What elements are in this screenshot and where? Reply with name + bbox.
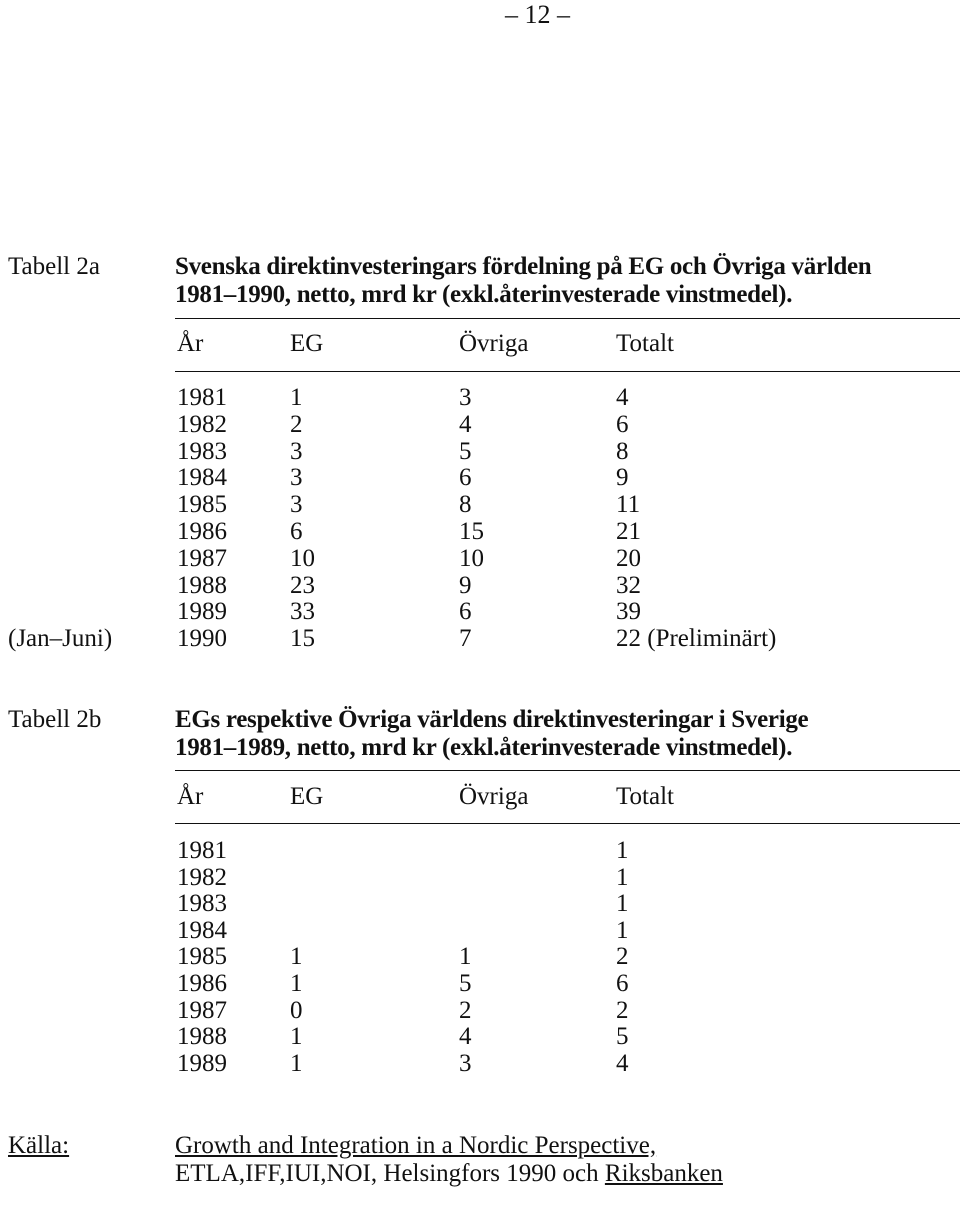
table-2a-cell-year: 1987 (177, 544, 227, 572)
page-number: – 12 – (505, 0, 570, 29)
table-2a-cell-eg: 1 (290, 384, 303, 411)
table-2b-header-eg: EG (290, 783, 324, 810)
table-2a-cell-totalt: 6 (616, 410, 629, 438)
table-2b-cell-year: 1988 (177, 1023, 227, 1051)
table-2b-cell-totalt: 6 (616, 970, 629, 997)
source-line-2-prefix: ETLA,IFF,IUI,NOI, Helsingfors 1990 och (175, 1160, 605, 1187)
table-2a-label: Tabell 2a (8, 253, 100, 280)
table-2a-cell-year: 1983 (177, 437, 227, 465)
table-2a-cell-eg: 10 (290, 544, 315, 572)
table-2b-cell-year: 1989 (177, 1049, 227, 1077)
table-2a-row (0, 519, 960, 545)
table-2b-cell-year: 1984 (177, 916, 227, 944)
table-2a-header-totalt: Totalt (616, 330, 674, 357)
table-2b-cell-totalt: 1 (616, 916, 629, 944)
table-2b-cell-totalt: 2 (616, 943, 629, 971)
table-2a-cell-totalt: 32 (616, 571, 641, 599)
table-2a-cell-year: 1981 (177, 384, 227, 411)
table-2a-cell-year: 1984 (177, 464, 227, 492)
table-2b-header-year: År (177, 783, 204, 810)
table-2a-cell-totalt: 11 (616, 491, 641, 519)
table-2a-cell-eg: 3 (290, 491, 303, 519)
table-2a-cell-eg: 23 (290, 571, 315, 599)
table-2b-header-totalt: Totalt (616, 783, 674, 810)
table-2b-cell-ovriga: 1 (459, 943, 472, 971)
table-2b-row (0, 998, 960, 1024)
table-2b-row (0, 918, 960, 944)
table-2b-cell-eg: 1 (290, 970, 303, 997)
table-2a-cell-ovriga: 8 (459, 491, 472, 519)
table-2b-row (0, 1051, 960, 1077)
table-2a-top-rule (175, 318, 960, 319)
table-2a-period-note: (Jan–Juni) (8, 625, 113, 652)
table-2a-cell-totalt: 9 (616, 464, 629, 492)
table-2a-cell-ovriga: 6 (459, 464, 472, 492)
table-2a-cell-ovriga: 10 (459, 544, 484, 572)
table-2b-row (0, 891, 960, 917)
table-2a-row (0, 439, 960, 465)
table-2b-cell-ovriga: 2 (459, 996, 472, 1024)
table-2a-cell-ovriga: 7 (459, 625, 472, 653)
table-2a-cell-year: 1982 (177, 410, 227, 438)
table-2a-header-ovriga: Övriga (459, 330, 529, 357)
table-2a-cell-ovriga: 15 (459, 518, 484, 545)
table-2a-row (0, 385, 960, 411)
table-2b-cell-totalt: 1 (616, 890, 629, 918)
source-citation (175, 1133, 723, 1189)
source-riksbanken: Riksbanken (604, 1160, 723, 1187)
table-2b-cell-totalt: 1 (616, 863, 629, 891)
table-2b-cell-year: 1982 (177, 863, 227, 891)
table-2a-row (0, 492, 960, 518)
table-2a-cell-totalt: 4 (616, 384, 629, 411)
table-2a-title (175, 254, 871, 310)
table-2a-cell-totalt: 21 (616, 518, 641, 545)
table-2a-cell-ovriga: 3 (459, 384, 472, 411)
table-2a-cell-year: 1990 (177, 625, 227, 653)
table-2a-cell-eg: 15 (290, 625, 315, 653)
table-2a-cell-eg: 2 (290, 410, 303, 438)
table-2a-title-line-2: 1981–1990, netto, mrd kr (exkl.återinvesterade vinstmedel). (175, 281, 793, 308)
table-2b-cell-eg: 1 (290, 1023, 303, 1051)
table-2b-title-line-1: EGs respektive Övriga världens direktinvesteringar i Sverige (175, 706, 809, 733)
table-2b-cell-totalt: 5 (616, 1023, 629, 1051)
table-2a-row (0, 412, 960, 438)
table-2b-cell-year: 1985 (177, 943, 227, 971)
table-2a-header-rule (175, 371, 960, 372)
table-2b-row (0, 944, 960, 970)
table-2a-cell-year: 1989 (177, 598, 227, 626)
table-2b-row (0, 1024, 960, 1050)
table-2a-cell-totalt: 39 (616, 598, 641, 626)
table-2b-cell-year: 1987 (177, 996, 227, 1024)
source-label: Källa: (8, 1132, 70, 1159)
table-2a-row (0, 626, 960, 652)
table-2b-cell-eg: 1 (290, 943, 303, 971)
table-2a-row (0, 546, 960, 572)
table-2a-cell-ovriga: 4 (459, 410, 472, 438)
table-2b-title-line-2: 1981–1989, netto, mrd kr (exkl.återinvesterade vinstmedel). (175, 734, 793, 761)
table-2a-cell-totalt: 8 (616, 437, 629, 465)
table-2b-cell-year: 1986 (177, 970, 227, 997)
table-2a-cell-year: 1985 (177, 491, 227, 519)
table-2a-cell-ovriga: 9 (459, 571, 472, 599)
table-2a-header-year: År (177, 330, 204, 357)
table-2a-cell-totalt: 20 (616, 544, 641, 572)
table-2b-cell-year: 1981 (177, 837, 227, 864)
table-2b-cell-ovriga: 5 (459, 970, 472, 997)
table-2a-cell-ovriga: 6 (459, 598, 472, 626)
table-2a-cell-ovriga: 5 (459, 437, 472, 465)
table-2a-title-line-1: Svenska direktinvesteringars fördelning på EG och Övriga världen (175, 253, 872, 280)
table-2a-cell-year: 1988 (177, 571, 227, 599)
table-2a-cell-eg: 33 (290, 598, 315, 626)
table-2b-header-ovriga: Övriga (459, 783, 529, 810)
table-2b-title (175, 707, 808, 763)
table-2b-row (0, 865, 960, 891)
table-2b-header-rule (175, 823, 960, 824)
table-2a-cell-year: 1986 (177, 518, 227, 545)
table-2a-cell-eg: 3 (290, 464, 303, 492)
source-line-1: Growth and Integration in a Nordic Perspective, (175, 1132, 657, 1159)
table-2b-cell-ovriga: 4 (459, 1023, 472, 1051)
table-2b-cell-eg: 0 (290, 996, 303, 1024)
table-2b-cell-eg: 1 (290, 1049, 303, 1077)
table-2b-cell-ovriga: 3 (459, 1049, 472, 1077)
table-2b-row (0, 838, 960, 864)
table-2a-cell-eg: 3 (290, 437, 303, 465)
table-2b-cell-totalt: 4 (616, 1049, 629, 1077)
table-2b-cell-totalt: 1 (616, 837, 629, 864)
table-2b-cell-year: 1983 (177, 890, 227, 918)
table-2b-label: Tabell 2b (8, 706, 102, 733)
table-2a-row (0, 599, 960, 625)
table-2b-cell-totalt: 2 (616, 996, 629, 1024)
table-2a-cell-totalt: 22 (Preliminärt) (616, 625, 777, 653)
table-2b-row (0, 971, 960, 997)
source-line-2 (175, 1161, 723, 1189)
table-2a-header-eg: EG (290, 330, 324, 357)
table-2a-row (0, 465, 960, 491)
table-2a-cell-eg: 6 (290, 518, 303, 545)
table-2b-top-rule (175, 770, 960, 771)
table-2a-row (0, 573, 960, 599)
